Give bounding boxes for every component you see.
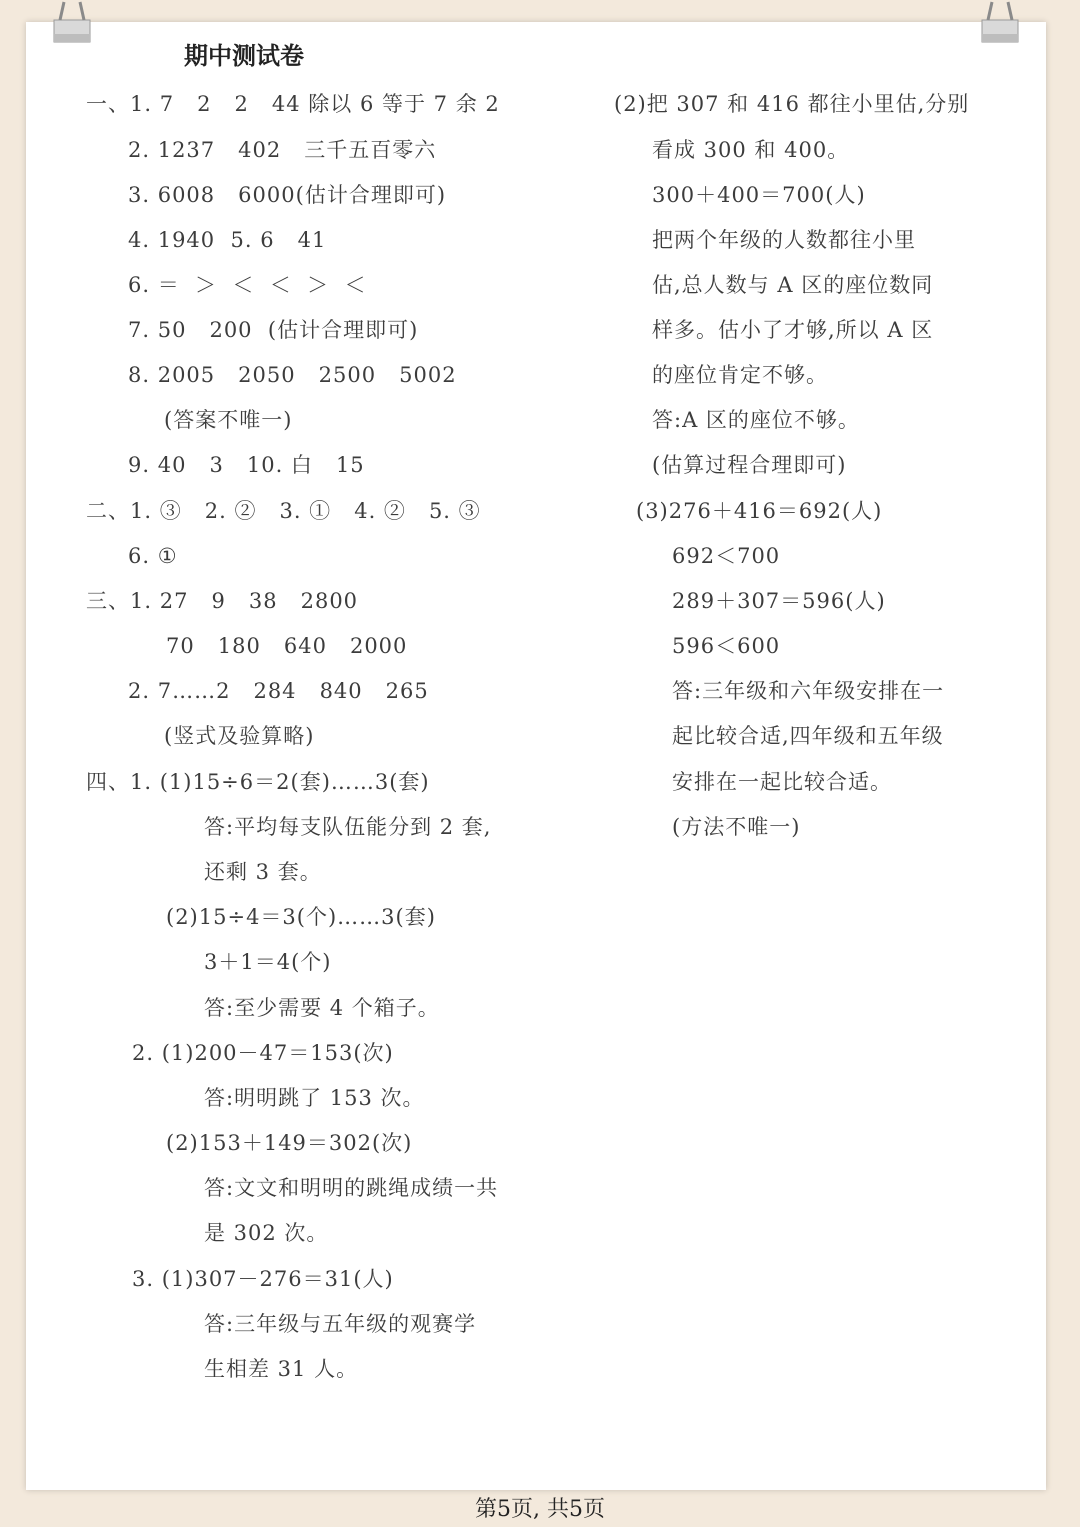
answer-line: 安排在一起比较合适。 (672, 770, 892, 794)
answer-line: 四、1. (1)15÷6＝2(套)……3(套) (86, 770, 430, 794)
answer-line: (3)276＋416＝692(人) (636, 499, 883, 523)
answer-line: 289＋307＝596(人) (672, 589, 886, 613)
answer-line: 8. 2005 2050 2500 5002 (128, 363, 457, 387)
answer-line: 把两个年级的人数都往小里 (652, 228, 916, 252)
answer-line: (估算过程合理即可) (652, 453, 847, 477)
answer-line: 3. (1)307－276＝31(人) (132, 1267, 394, 1291)
answer-line: (答案不唯一) (164, 408, 293, 432)
answer-line: 生相差 31 人。 (204, 1357, 359, 1381)
answer-line: 答:三年级与五年级的观赛学 (204, 1312, 477, 1336)
answer-line: 答:平均每支队伍能分到 2 套, (204, 815, 492, 839)
answer-line: 6. ＝ ＞ ＜ ＜ ＞ ＜ (128, 273, 367, 297)
answer-line: (2)15÷4＝3(个)……3(套) (166, 905, 436, 929)
answer-line: 6. ① (128, 544, 178, 568)
answer-line: 还剩 3 套。 (204, 860, 322, 884)
answer-line: 二、1. ③ 2. ② 3. ① 4. ② 5. ③ (86, 499, 481, 523)
answer-line: (方法不唯一) (672, 815, 801, 839)
answer-line: 答:文文和明明的跳绳成绩一共 (204, 1176, 499, 1200)
answer-line: 2. 7……2 284 840 265 (128, 679, 429, 703)
answer-line: 3＋1＝4(个) (204, 950, 332, 974)
answer-line: 7. 50 200 (估计合理即可) (128, 318, 419, 342)
answer-line: 9. 40 3 10. 白 15 (128, 453, 365, 477)
answer-line: 答:A 区的座位不够。 (652, 408, 860, 432)
answer-line: 4. 1940 5. 6 41 (128, 228, 327, 252)
answer-line: 答:三年级和六年级安排在一 (672, 679, 945, 703)
answer-line: 596＜600 (672, 634, 781, 658)
binder-clip-icon (50, 0, 94, 44)
answer-line: 看成 300 和 400。 (652, 138, 850, 162)
answer-line: 起比较合适,四年级和五年级 (672, 724, 944, 748)
answer-line: 答:至少需要 4 个箱子。 (204, 996, 440, 1020)
answer-line: (竖式及验算略) (164, 724, 315, 748)
page-title: 期中测试卷 (184, 42, 304, 70)
answer-line: 答:明明跳了 153 次。 (204, 1086, 425, 1110)
answer-line: 估,总人数与 A 区的座位数同 (652, 273, 934, 297)
answer-line: 2. (1)200－47＝153(次) (132, 1041, 394, 1065)
page-footer: 第5页, 共5页 (475, 1497, 605, 1522)
answer-line: 70 180 640 2000 (166, 634, 408, 658)
answer-line: 的座位肯定不够。 (652, 363, 828, 387)
answer-line: 3. 6008 6000(估计合理即可) (128, 183, 447, 207)
answer-line: (2)153＋149＝302(次) (166, 1131, 413, 1155)
answer-line: 一、1. 7 2 2 44 除以 6 等于 7 余 2 (86, 92, 500, 116)
answer-line: 是 302 次。 (204, 1221, 329, 1245)
answer-line: (2)把 307 和 416 都往小里估,分别 (614, 92, 970, 116)
answer-line: 692＜700 (672, 544, 781, 568)
binder-clip-icon (978, 0, 1022, 44)
answer-line: 300＋400＝700(人) (652, 183, 866, 207)
answer-line: 三、1. 27 9 38 2800 (86, 589, 359, 613)
answer-line: 样多。估小了才够,所以 A 区 (652, 318, 934, 342)
answer-line: 2. 1237 402 三千五百零六 (128, 138, 437, 162)
